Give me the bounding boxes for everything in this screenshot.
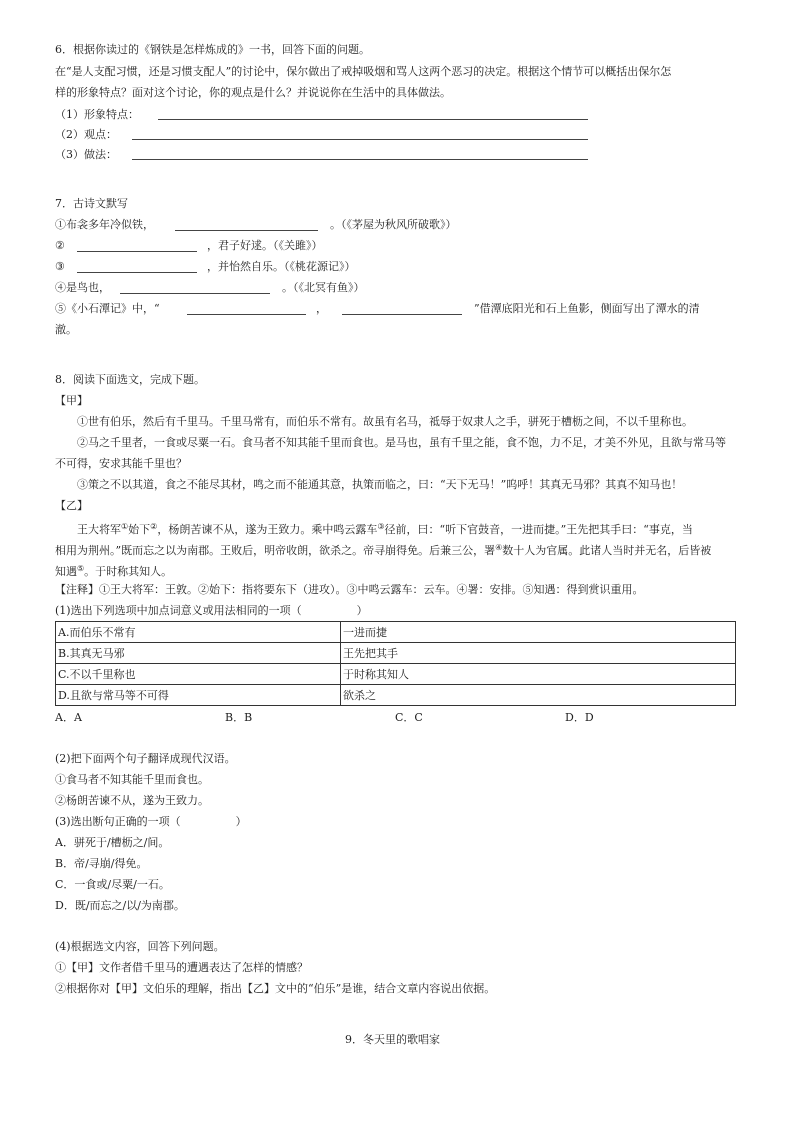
q8-jia-p1: ①世有伯乐，然后有千里马。千里马常有，而伯乐不常有。故虽有名马，祗辱于奴隶人之手，骈死于槽枥之间，不以千里称也。: [77, 415, 693, 428]
q7-line1-end: 。（《茅屋为秋风所破歌》）: [330, 218, 457, 231]
q8-jia-label: 【甲】: [55, 394, 88, 407]
q6-text-line1: 在“是人支配习惯，还是习惯支配人”的讨论中，保尔做出了戒掉吸烟和骂人这两个恶习的决定。根据这个情节可以概括出保尔怎: [55, 65, 672, 78]
q8-jia-p2-line1: ②马之千里者，一食或尽粟一石。食马者不知其能千里而食也。是马也，虽有千里之能，食不饱，力不足，才美不外见，且欲与常马等: [77, 436, 726, 449]
choice-b[interactable]: B．B: [225, 711, 253, 724]
choice-d[interactable]: D．D: [565, 711, 594, 724]
q7-line5-blank1[interactable]: [187, 314, 306, 315]
q7-stem: 7．古诗文默写: [55, 197, 128, 210]
option-a-left: A.而伯乐不常有: [56, 622, 341, 643]
q8-sub2-sentence2: ②杨朗苦谏不从，遂为王致力。: [55, 794, 209, 807]
q8-sub2-sentence1: ①食马者不知其能千里而食也。: [55, 773, 209, 786]
q7-line4-blank[interactable]: [120, 293, 270, 294]
q8-sub4-item2: ②根据你对【甲】文伯乐的理解，指出【乙】文中的“伯乐”是谁，结合文章内容说出依据。: [55, 982, 496, 995]
q8-sub3-option-b[interactable]: B．帝/寻崩/得免。: [55, 857, 148, 870]
option-b-right: 王先把其手: [341, 643, 736, 664]
q8-sub4-item1: ①【甲】文作者借千里马的遭遇表达了怎样的情感？: [55, 961, 308, 974]
q8-jia-p2-line2: 不可得，安求其能千里也？: [55, 457, 187, 470]
q7-line5-blank2[interactable]: [342, 314, 462, 315]
q7-line1-blank[interactable]: [175, 230, 318, 231]
q7-line5-cont: 澈。: [55, 323, 77, 336]
q7-line5-start: ⑤《小石潭记》中，“: [55, 302, 160, 315]
q8-sub3-option-c[interactable]: C．一食或/尽粟/一石。: [55, 878, 170, 891]
q6-item1-blank[interactable]: [158, 119, 588, 120]
q8-stem: 8．阅读下面选文，完成下题。: [55, 373, 205, 386]
q8-yi-label: 【乙】: [55, 499, 88, 512]
option-a-right: 一进而捷: [341, 622, 736, 643]
table-row: [56, 622, 736, 643]
q8-jia-p3: ③策之不以其道，食之不能尽其材，鸣之而不能通其意，执策而临之，曰：“天下无马！”呜呼！其真无马邪？其真不知马也！: [77, 478, 683, 491]
table-row: [56, 664, 736, 685]
option-b-left: B.其真无马邪: [56, 643, 341, 664]
q6-item3-label: （3）做法：: [55, 148, 117, 161]
q6-item3-blank[interactable]: [132, 159, 588, 160]
table-row: [56, 643, 736, 664]
q6-item2-blank[interactable]: [132, 139, 588, 140]
q7-line3-start: ③: [55, 260, 65, 273]
option-c-left: C.不以千里称也: [56, 664, 341, 685]
q6-item2-label: （2）观点：: [55, 128, 117, 141]
choice-a[interactable]: A．A: [55, 711, 82, 724]
choice-c[interactable]: C．C: [395, 711, 423, 724]
q8-sub1-question: (1)选出下列选项中加点词意义或用法相同的一项（ ）: [55, 604, 368, 617]
option-c-right: 于时称其知人: [341, 664, 736, 685]
q8-yi-line1: 王大将军①始下②，杨朗苦谏不从，遂为王致力。乘中鸣云露车③径前，曰：“听下官鼓音，一进而捷。”王先把其手曰：“事克，当: [77, 522, 693, 536]
q8-sub3-option-d[interactable]: D．既/而忘之/以/为南郡。: [55, 899, 185, 912]
q6-text-line2: 样的形象特点？面对这个讨论，你的观点是什么？并说说你在生活中的具体做法。: [55, 86, 451, 99]
q8-sub2-question: (2)把下面两个句子翻译成现代汉语。: [55, 752, 236, 765]
q7-line4-end: 。（《北冥有鱼》）: [282, 281, 365, 294]
q6-item1-label: （1）形象特点：: [55, 108, 139, 121]
q7-line2-blank[interactable]: [77, 251, 197, 252]
q8-sub4-question: (4)根据选文内容，回答下列问题。: [55, 940, 225, 953]
q6-stem: 6．根据你读过的《钢铁是怎样炼成的》一书，回答下面的问题。: [55, 43, 370, 56]
q7-line5-comma: ，: [316, 302, 327, 315]
q8-sub3-question: (3)选出断句正确的一项（ ）: [55, 815, 247, 828]
option-d-left: D.且欲与常马等不可得: [56, 685, 341, 706]
q7-line3-blank[interactable]: [77, 272, 197, 273]
q7-line5-end: ”借潭底阳光和石上鱼影，侧面写出了潭水的清: [474, 302, 700, 315]
q7-line4-start: ④是鸟也，: [55, 281, 110, 294]
q9-title: 9．冬天里的歌唱家: [345, 1033, 440, 1046]
q8-yi-line2: 相用为荆州。”既而忘之以为南郡。王败后，明帝收朗，欲杀之。帝寻崩得免。后兼三公，署④数十人为官属。此诸人当时并无名，后皆被: [55, 543, 712, 557]
q7-line2-start: ②: [55, 239, 65, 252]
q7-line3-end: ，并怡然自乐。（《桃花源记》）: [207, 260, 356, 273]
table-row: [56, 685, 736, 706]
q7-line1-start: ①布衾多年冷似铁，: [55, 218, 154, 231]
q8-yi-line3: 知遇⑤。于时称其知人。: [55, 564, 173, 578]
q8-sub3-option-a[interactable]: A．骈死于/槽枥之/间。: [55, 836, 170, 849]
option-d-right: 欲杀之: [341, 685, 736, 706]
q8-sub1-options-table: [55, 621, 736, 706]
q7-line2-end: ，君子好逑。（《关雎》）: [207, 239, 323, 252]
q8-notes: 【注释】①王大将军：王敦。②始下：指将要东下（进攻）。③中鸣云露车：云车。④署：安排。⑤知遇：得到赏识重用。: [55, 583, 644, 596]
